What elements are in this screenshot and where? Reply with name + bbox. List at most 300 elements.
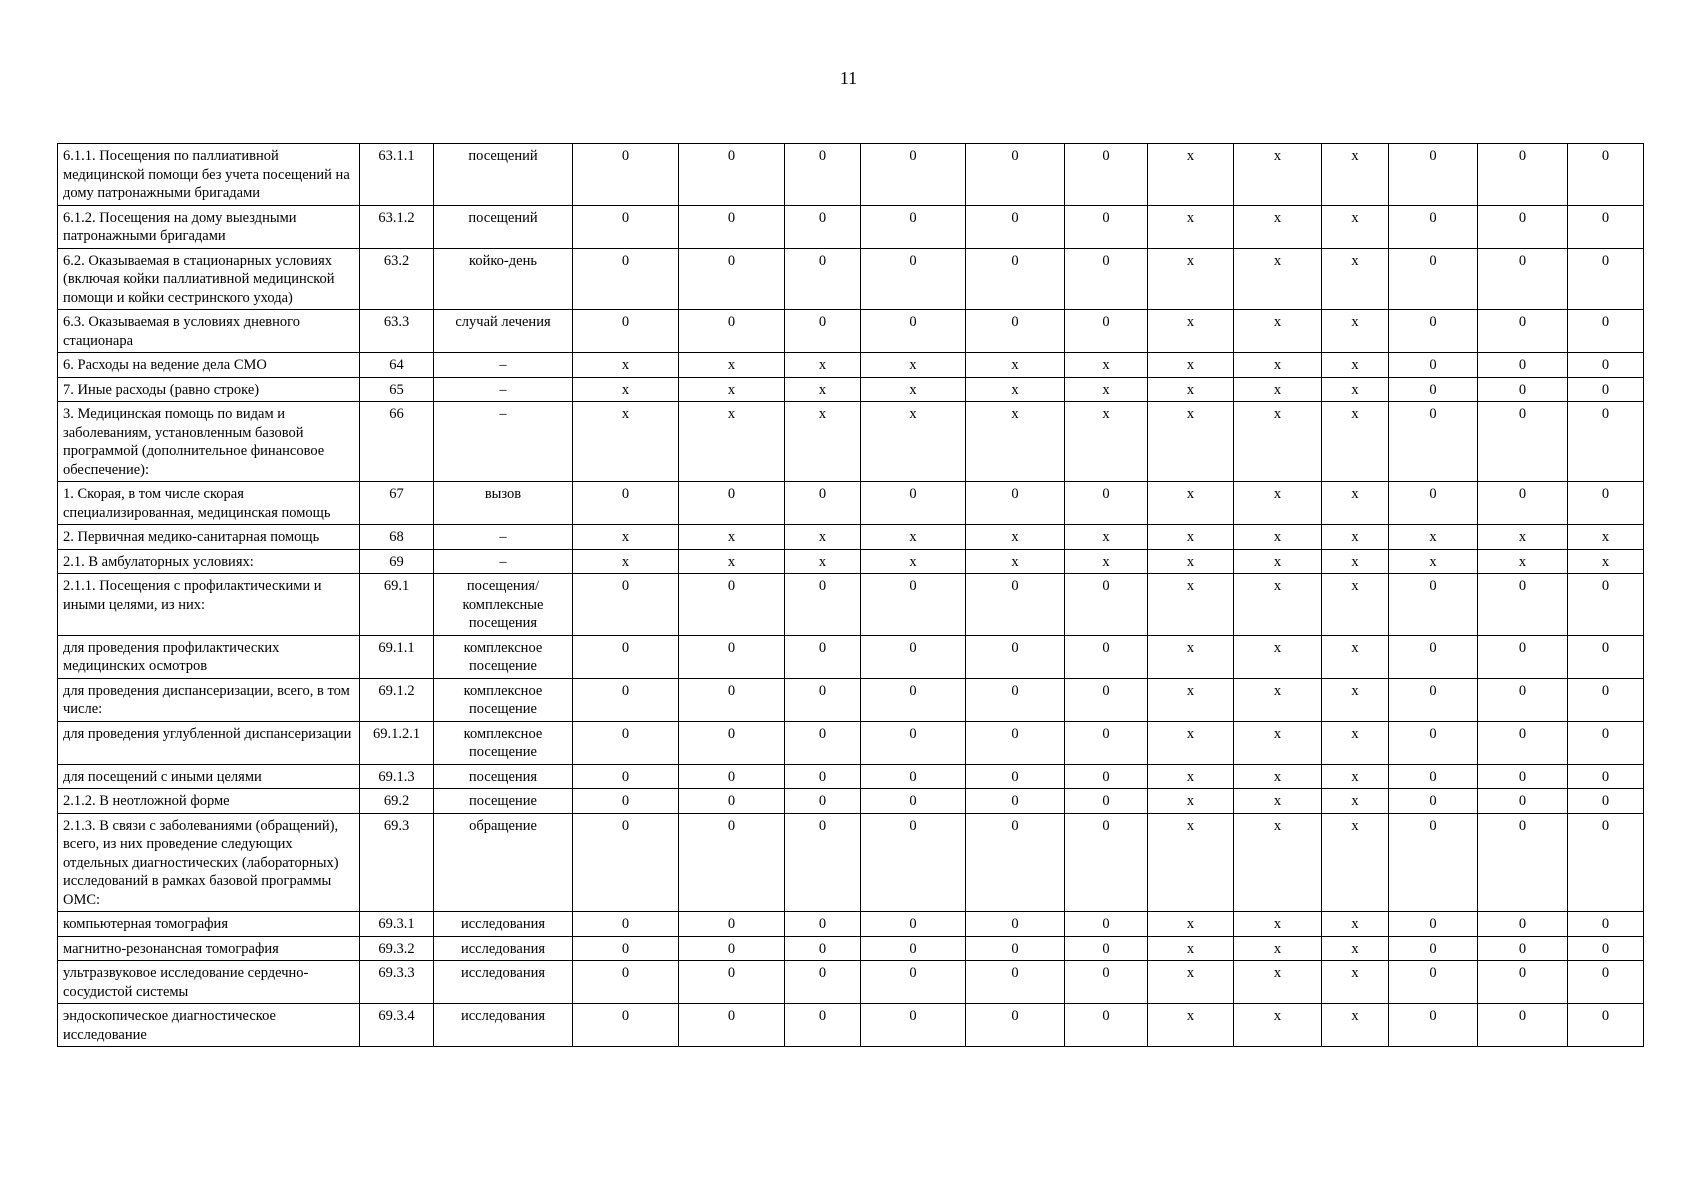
value-cell: 0: [1389, 574, 1478, 636]
table-row: [58, 936, 1644, 961]
value-cell: х: [1148, 205, 1234, 248]
value-cell: х: [966, 377, 1065, 402]
value-cell: 0: [1568, 721, 1644, 764]
value-cell: 0: [1065, 248, 1148, 310]
value-cell: 0: [785, 248, 861, 310]
value-cell: 0: [1389, 678, 1478, 721]
value-cell: 0: [1065, 813, 1148, 912]
value-cell: 0: [679, 789, 785, 814]
value-cell: х: [1322, 678, 1389, 721]
value-cell: х: [1234, 789, 1322, 814]
value-cell: х: [1148, 525, 1234, 550]
value-cell: 0: [573, 936, 679, 961]
value-cell: 0: [573, 961, 679, 1004]
value-cell: 0: [1478, 205, 1568, 248]
value-cell: 0: [573, 789, 679, 814]
value-cell: х: [1322, 310, 1389, 353]
row-name-cell: компьютерная томография: [58, 912, 360, 937]
value-cell: х: [966, 353, 1065, 378]
value-cell: 0: [861, 813, 966, 912]
value-cell: 0: [1065, 574, 1148, 636]
value-cell: 0: [1478, 635, 1568, 678]
value-cell: 0: [1478, 482, 1568, 525]
data-table: [57, 143, 1644, 1047]
row-name-cell: для посещений с иными целями: [58, 764, 360, 789]
value-cell: 0: [573, 912, 679, 937]
value-cell: х: [1065, 402, 1148, 482]
value-cell: 0: [679, 813, 785, 912]
value-cell: 0: [1389, 248, 1478, 310]
value-cell: х: [785, 353, 861, 378]
value-cell: 0: [1478, 936, 1568, 961]
row-name-cell: для проведения профилактических медицинских осмотров: [58, 635, 360, 678]
value-cell: 0: [861, 789, 966, 814]
value-cell: 0: [1568, 936, 1644, 961]
value-cell: х: [679, 377, 785, 402]
row-unit-cell: койко-день: [434, 248, 573, 310]
value-cell: х: [1148, 764, 1234, 789]
value-cell: 0: [1568, 377, 1644, 402]
row-code-cell: 63.1.2: [360, 205, 434, 248]
table-row: [58, 310, 1644, 353]
value-cell: 0: [1478, 402, 1568, 482]
value-cell: х: [1234, 764, 1322, 789]
value-cell: х: [1065, 377, 1148, 402]
value-cell: 0: [785, 678, 861, 721]
value-cell: 0: [1065, 144, 1148, 206]
value-cell: 0: [966, 205, 1065, 248]
value-cell: 0: [573, 1004, 679, 1047]
value-cell: х: [861, 353, 966, 378]
value-cell: 0: [1568, 310, 1644, 353]
value-cell: х: [1065, 353, 1148, 378]
value-cell: х: [966, 525, 1065, 550]
row-name-cell: ультразвуковое исследование сердечно-сосудистой системы: [58, 961, 360, 1004]
value-cell: 0: [1568, 248, 1644, 310]
value-cell: 0: [1568, 482, 1644, 525]
value-cell: 0: [966, 574, 1065, 636]
row-code-cell: 63.2: [360, 248, 434, 310]
value-cell: х: [1234, 402, 1322, 482]
value-cell: 0: [1568, 1004, 1644, 1047]
value-cell: х: [1234, 912, 1322, 937]
value-cell: х: [573, 525, 679, 550]
value-cell: 0: [1568, 678, 1644, 721]
page-number: 11: [839, 68, 858, 88]
value-cell: х: [1322, 1004, 1389, 1047]
value-cell: х: [1478, 549, 1568, 574]
value-cell: х: [1389, 549, 1478, 574]
value-cell: 0: [573, 721, 679, 764]
value-cell: х: [1234, 205, 1322, 248]
value-cell: 0: [1065, 678, 1148, 721]
value-cell: х: [1148, 813, 1234, 912]
value-cell: х: [966, 402, 1065, 482]
row-name-cell: 6.2. Оказываемая в стационарных условиях (включая койки паллиативной медицинской помощи и койки сестринского ухода): [58, 248, 360, 310]
value-cell: х: [1234, 377, 1322, 402]
value-cell: 0: [861, 961, 966, 1004]
row-code-cell: 69.1.3: [360, 764, 434, 789]
table-row: [58, 549, 1644, 574]
row-unit-cell: исследования: [434, 1004, 573, 1047]
value-cell: 0: [1389, 144, 1478, 206]
value-cell: х: [1148, 574, 1234, 636]
row-name-cell: 7. Иные расходы (равно строке): [58, 377, 360, 402]
value-cell: 0: [1478, 1004, 1568, 1047]
value-cell: х: [1148, 402, 1234, 482]
value-cell: 0: [785, 635, 861, 678]
value-cell: 0: [1478, 912, 1568, 937]
value-cell: х: [573, 402, 679, 482]
value-cell: 0: [1065, 912, 1148, 937]
value-cell: х: [679, 525, 785, 550]
value-cell: х: [785, 402, 861, 482]
value-cell: 0: [679, 1004, 785, 1047]
value-cell: 0: [861, 1004, 966, 1047]
row-code-cell: 69.2: [360, 789, 434, 814]
value-cell: х: [1322, 574, 1389, 636]
value-cell: 0: [679, 678, 785, 721]
value-cell: х: [1234, 482, 1322, 525]
value-cell: х: [1148, 912, 1234, 937]
row-unit-cell: комплексное посещение: [434, 721, 573, 764]
row-unit-cell: комплексное посещение: [434, 635, 573, 678]
value-cell: 0: [785, 912, 861, 937]
row-code-cell: 69.3.1: [360, 912, 434, 937]
table-row: [58, 813, 1644, 912]
value-cell: 0: [966, 310, 1065, 353]
value-cell: 0: [785, 574, 861, 636]
table-row: [58, 574, 1644, 636]
value-cell: 0: [573, 144, 679, 206]
row-unit-cell: –: [434, 377, 573, 402]
value-cell: х: [1234, 678, 1322, 721]
value-cell: 0: [1065, 482, 1148, 525]
table-row: [58, 721, 1644, 764]
value-cell: 0: [966, 721, 1065, 764]
value-cell: х: [785, 525, 861, 550]
row-code-cell: 67: [360, 482, 434, 525]
value-cell: 0: [1065, 310, 1148, 353]
value-cell: 0: [573, 574, 679, 636]
value-cell: 0: [785, 961, 861, 1004]
value-cell: 0: [679, 635, 785, 678]
table-row: [58, 525, 1644, 550]
row-unit-cell: исследования: [434, 961, 573, 1004]
value-cell: 0: [679, 721, 785, 764]
value-cell: х: [1234, 310, 1322, 353]
value-cell: х: [1234, 721, 1322, 764]
value-cell: х: [1322, 721, 1389, 764]
row-name-cell: 2.1.2. В неотложной форме: [58, 789, 360, 814]
value-cell: 0: [679, 310, 785, 353]
row-name-cell: для проведения диспансеризации, всего, в том числе:: [58, 678, 360, 721]
row-code-cell: 69: [360, 549, 434, 574]
value-cell: х: [1234, 813, 1322, 912]
value-cell: х: [1065, 525, 1148, 550]
row-unit-cell: вызов: [434, 482, 573, 525]
row-name-cell: для проведения углубленной диспансеризации: [58, 721, 360, 764]
value-cell: х: [1148, 310, 1234, 353]
value-cell: х: [1148, 353, 1234, 378]
value-cell: х: [1322, 635, 1389, 678]
value-cell: 0: [1478, 961, 1568, 1004]
value-cell: 0: [679, 482, 785, 525]
value-cell: 0: [1478, 310, 1568, 353]
value-cell: 0: [785, 936, 861, 961]
value-cell: х: [1234, 635, 1322, 678]
row-name-cell: 3. Медицинская помощь по видам и заболеваниям, установленным базовой программой (дополнительное финансовое обеспечение):: [58, 402, 360, 482]
value-cell: 0: [861, 310, 966, 353]
value-cell: 0: [1568, 574, 1644, 636]
value-cell: х: [785, 377, 861, 402]
value-cell: 0: [785, 310, 861, 353]
row-name-cell: 6. Расходы на ведение дела СМО: [58, 353, 360, 378]
value-cell: х: [1148, 482, 1234, 525]
value-cell: 0: [966, 813, 1065, 912]
row-name-cell: 6.3. Оказываемая в условиях дневного стационара: [58, 310, 360, 353]
table-row: [58, 1004, 1644, 1047]
value-cell: 0: [1478, 144, 1568, 206]
value-cell: х: [1568, 549, 1644, 574]
row-unit-cell: комплексное посещение: [434, 678, 573, 721]
value-cell: 0: [785, 764, 861, 789]
value-cell: 0: [1568, 813, 1644, 912]
value-cell: х: [966, 549, 1065, 574]
row-code-cell: 69.3.4: [360, 1004, 434, 1047]
table-row: [58, 377, 1644, 402]
value-cell: 0: [1478, 248, 1568, 310]
value-cell: 0: [1478, 353, 1568, 378]
value-cell: 0: [679, 912, 785, 937]
value-cell: 0: [679, 205, 785, 248]
value-cell: 0: [966, 764, 1065, 789]
value-cell: х: [1148, 961, 1234, 1004]
value-cell: х: [573, 549, 679, 574]
value-cell: х: [1322, 549, 1389, 574]
row-name-cell: 2. Первичная медико-санитарная помощь: [58, 525, 360, 550]
value-cell: 0: [1568, 353, 1644, 378]
row-name-cell: 1. Скорая, в том числе скорая специализированная, медицинская помощь: [58, 482, 360, 525]
value-cell: х: [1322, 525, 1389, 550]
value-cell: 0: [1478, 721, 1568, 764]
value-cell: х: [1234, 353, 1322, 378]
value-cell: 0: [1389, 205, 1478, 248]
value-cell: 0: [573, 813, 679, 912]
value-cell: 0: [861, 248, 966, 310]
row-code-cell: 69.3.2: [360, 936, 434, 961]
value-cell: х: [1148, 789, 1234, 814]
value-cell: х: [573, 377, 679, 402]
row-code-cell: 69.3: [360, 813, 434, 912]
value-cell: 0: [1065, 721, 1148, 764]
value-cell: х: [1322, 912, 1389, 937]
value-cell: 0: [1065, 205, 1148, 248]
value-cell: 0: [1389, 912, 1478, 937]
value-cell: х: [1234, 1004, 1322, 1047]
table-row: [58, 248, 1644, 310]
row-unit-cell: –: [434, 402, 573, 482]
value-cell: 0: [1478, 764, 1568, 789]
row-code-cell: 69.1.2.1: [360, 721, 434, 764]
value-cell: х: [861, 377, 966, 402]
value-cell: х: [785, 549, 861, 574]
value-cell: 0: [1389, 764, 1478, 789]
row-code-cell: 63.1.1: [360, 144, 434, 206]
value-cell: х: [1322, 144, 1389, 206]
value-cell: 0: [966, 912, 1065, 937]
value-cell: х: [1568, 525, 1644, 550]
row-code-cell: 63.3: [360, 310, 434, 353]
value-cell: 0: [966, 1004, 1065, 1047]
value-cell: 0: [1065, 789, 1148, 814]
value-cell: 0: [1478, 377, 1568, 402]
row-unit-cell: обращение: [434, 813, 573, 912]
row-unit-cell: посещений: [434, 144, 573, 206]
row-unit-cell: –: [434, 525, 573, 550]
value-cell: 0: [573, 635, 679, 678]
table-row: [58, 353, 1644, 378]
value-cell: х: [861, 525, 966, 550]
table-row: [58, 961, 1644, 1004]
value-cell: 0: [1389, 813, 1478, 912]
value-cell: х: [1389, 525, 1478, 550]
value-cell: х: [1148, 144, 1234, 206]
value-cell: х: [1322, 402, 1389, 482]
table-row: [58, 482, 1644, 525]
table-row: [58, 635, 1644, 678]
row-code-cell: 65: [360, 377, 434, 402]
value-cell: х: [1234, 144, 1322, 206]
table-row: [58, 144, 1644, 206]
value-cell: х: [679, 353, 785, 378]
row-unit-cell: случай лечения: [434, 310, 573, 353]
value-cell: 0: [861, 678, 966, 721]
value-cell: 0: [1568, 961, 1644, 1004]
value-cell: 0: [966, 961, 1065, 1004]
value-cell: х: [1322, 248, 1389, 310]
row-code-cell: 69.1.2: [360, 678, 434, 721]
value-cell: 0: [679, 936, 785, 961]
value-cell: 0: [1065, 764, 1148, 789]
value-cell: 0: [861, 482, 966, 525]
row-unit-cell: –: [434, 353, 573, 378]
row-unit-cell: посещения/ комплексные посещения: [434, 574, 573, 636]
value-cell: 0: [573, 482, 679, 525]
value-cell: х: [1234, 961, 1322, 1004]
value-cell: х: [1322, 377, 1389, 402]
value-cell: 0: [1568, 635, 1644, 678]
value-cell: х: [1148, 248, 1234, 310]
value-cell: 0: [679, 764, 785, 789]
row-name-cell: 2.1. В амбулаторных условиях:: [58, 549, 360, 574]
row-unit-cell: посещения: [434, 764, 573, 789]
value-cell: х: [1478, 525, 1568, 550]
value-cell: 0: [1065, 936, 1148, 961]
row-unit-cell: посещений: [434, 205, 573, 248]
value-cell: 0: [966, 144, 1065, 206]
value-cell: х: [1065, 549, 1148, 574]
value-cell: 0: [573, 678, 679, 721]
value-cell: 0: [1389, 377, 1478, 402]
value-cell: х: [861, 549, 966, 574]
row-code-cell: 68: [360, 525, 434, 550]
value-cell: х: [1148, 549, 1234, 574]
table-row: [58, 764, 1644, 789]
value-cell: 0: [861, 205, 966, 248]
value-cell: х: [1322, 205, 1389, 248]
row-unit-cell: исследования: [434, 912, 573, 937]
value-cell: 0: [1065, 635, 1148, 678]
row-name-cell: 2.1.1. Посещения с профилактическими и иными целями, из них:: [58, 574, 360, 636]
value-cell: 0: [785, 789, 861, 814]
row-code-cell: 69.1: [360, 574, 434, 636]
value-cell: 0: [1478, 789, 1568, 814]
value-cell: 0: [679, 574, 785, 636]
row-code-cell: 69.1.1: [360, 635, 434, 678]
value-cell: 0: [1568, 402, 1644, 482]
value-cell: 0: [1389, 1004, 1478, 1047]
table-row: [58, 789, 1644, 814]
value-cell: х: [1322, 961, 1389, 1004]
value-cell: х: [1234, 525, 1322, 550]
value-cell: 0: [1065, 1004, 1148, 1047]
value-cell: 0: [861, 764, 966, 789]
value-cell: 0: [785, 721, 861, 764]
value-cell: 0: [785, 144, 861, 206]
row-code-cell: 64: [360, 353, 434, 378]
value-cell: х: [1148, 721, 1234, 764]
value-cell: х: [1148, 635, 1234, 678]
value-cell: 0: [1389, 402, 1478, 482]
value-cell: х: [1322, 936, 1389, 961]
value-cell: х: [1234, 936, 1322, 961]
value-cell: 0: [1478, 678, 1568, 721]
value-cell: х: [573, 353, 679, 378]
row-unit-cell: исследования: [434, 936, 573, 961]
value-cell: х: [679, 402, 785, 482]
value-cell: х: [1322, 813, 1389, 912]
value-cell: 0: [861, 936, 966, 961]
value-cell: х: [1148, 377, 1234, 402]
value-cell: 0: [966, 678, 1065, 721]
value-cell: х: [1322, 789, 1389, 814]
value-cell: 0: [785, 813, 861, 912]
value-cell: 0: [966, 789, 1065, 814]
row-code-cell: 66: [360, 402, 434, 482]
table-row: [58, 912, 1644, 937]
value-cell: 0: [966, 248, 1065, 310]
value-cell: 0: [679, 961, 785, 1004]
value-cell: х: [1322, 764, 1389, 789]
row-name-cell: 2.1.3. В связи с заболеваниями (обращений), всего, из них проведение следующих отдельных диагностических (лабораторных) исследований в рамках базовой программы ОМС:: [58, 813, 360, 912]
row-unit-cell: посещение: [434, 789, 573, 814]
value-cell: 0: [861, 912, 966, 937]
value-cell: 0: [573, 764, 679, 789]
value-cell: х: [1234, 549, 1322, 574]
value-cell: 0: [1478, 813, 1568, 912]
value-cell: х: [1322, 353, 1389, 378]
value-cell: 0: [1568, 764, 1644, 789]
value-cell: 0: [966, 635, 1065, 678]
value-cell: 0: [573, 248, 679, 310]
value-cell: 0: [785, 1004, 861, 1047]
value-cell: 0: [966, 482, 1065, 525]
value-cell: 0: [785, 205, 861, 248]
value-cell: 0: [1568, 789, 1644, 814]
row-name-cell: 6.1.2. Посещения на дому выездными патронажными бригадами: [58, 205, 360, 248]
table-row: [58, 678, 1644, 721]
